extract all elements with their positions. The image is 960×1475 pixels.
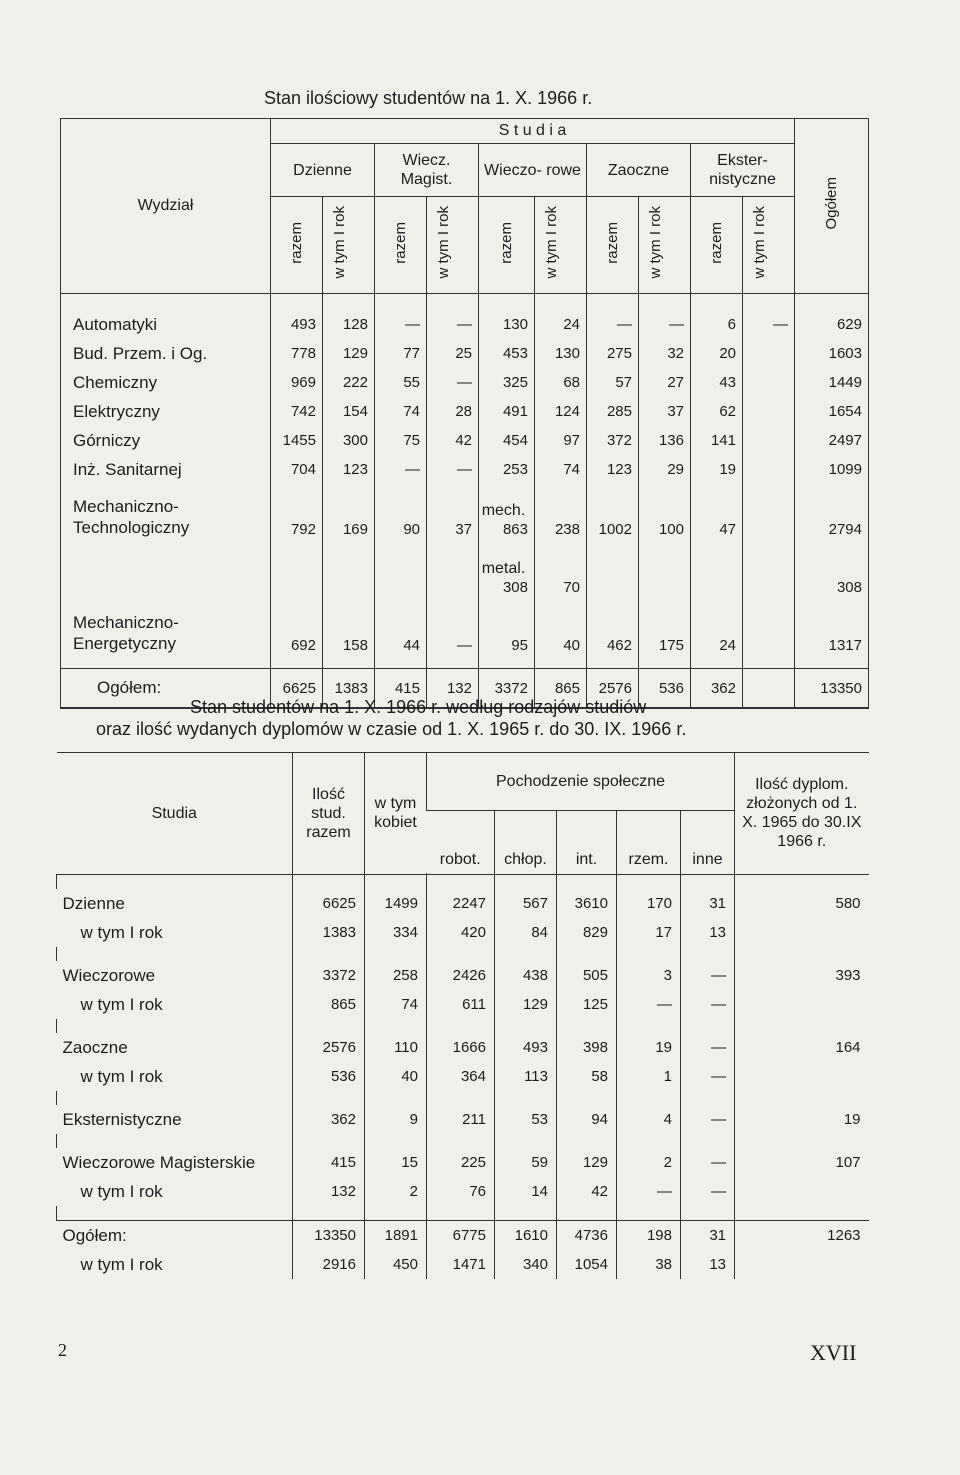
study-type-name: w tym I rok bbox=[80, 922, 163, 942]
table-cell bbox=[479, 484, 535, 542]
table-cell: 462 bbox=[587, 600, 639, 658]
header-w-tym-kobiet: w tym kobiet bbox=[365, 753, 427, 874]
header-group: Wiecz. Magist. bbox=[375, 144, 479, 197]
table-cell: 38 bbox=[617, 1250, 681, 1279]
table-cell: 13 bbox=[681, 918, 735, 947]
table-cell: 55 bbox=[375, 368, 427, 397]
table-cell: 68 bbox=[535, 368, 587, 397]
table-cell: 238 bbox=[535, 484, 587, 542]
table-cell bbox=[323, 542, 375, 600]
table-cell: 19 bbox=[735, 1105, 869, 1134]
table-cell: 454 bbox=[479, 426, 535, 455]
table-cell: 37 bbox=[639, 397, 691, 426]
table-cell: 158 bbox=[323, 600, 375, 658]
table-cell: 3 bbox=[617, 961, 681, 990]
table-cell: 43 bbox=[691, 368, 743, 397]
table-cell: — bbox=[617, 1177, 681, 1206]
table-cell bbox=[743, 397, 795, 426]
table-cell: 3372 bbox=[293, 961, 365, 990]
table-cell: — bbox=[681, 961, 735, 990]
table-cell: 110 bbox=[365, 1033, 427, 1062]
table-cell bbox=[743, 484, 795, 542]
table-cell: 31 bbox=[681, 1221, 735, 1251]
table-cell: 222 bbox=[323, 368, 375, 397]
table-cell: 450 bbox=[365, 1250, 427, 1279]
study-type-name: Eksternistyczne bbox=[62, 1109, 182, 1129]
table-cell: 505 bbox=[557, 961, 617, 990]
total-cell: 2576 bbox=[587, 669, 639, 709]
table-cell: 325 bbox=[479, 368, 535, 397]
table-cell: — bbox=[681, 1148, 735, 1177]
table-cell: 258 bbox=[365, 961, 427, 990]
faculty-name: Mechaniczno- Technologiczny bbox=[61, 484, 271, 542]
header-razem: razem bbox=[497, 221, 515, 264]
table-cell bbox=[375, 542, 427, 600]
table-cell: 1891 bbox=[365, 1221, 427, 1251]
page-number: 2 bbox=[58, 1340, 67, 1360]
table-cell: — bbox=[375, 294, 427, 340]
total-cell: 132 bbox=[427, 669, 479, 709]
table-cell: 19 bbox=[617, 1033, 681, 1062]
header-razem: razem bbox=[391, 221, 409, 264]
table-cell: 130 bbox=[479, 294, 535, 340]
table-cell: 20 bbox=[691, 339, 743, 368]
table-cell: 493 bbox=[271, 294, 323, 340]
faculty-name: Inż. Sanitarnej bbox=[61, 455, 271, 484]
table-cell: 340 bbox=[495, 1250, 557, 1279]
table-cell: 1054 bbox=[557, 1250, 617, 1279]
header-w-tym-i-rok: w tym I rok bbox=[542, 206, 560, 279]
table-cell: 1603 bbox=[795, 339, 869, 368]
table-cell: 24 bbox=[691, 600, 743, 658]
table-cell bbox=[735, 1062, 869, 1091]
header-razem: razem bbox=[287, 221, 305, 264]
table-cell-value: 863 bbox=[502, 521, 528, 538]
table-cell: 6625 bbox=[293, 889, 365, 918]
table-cell: — bbox=[639, 294, 691, 340]
table-cell: 362 bbox=[293, 1105, 365, 1134]
table-cell: 493 bbox=[495, 1033, 557, 1062]
table-cell: 275 bbox=[587, 339, 639, 368]
table-cell: 90 bbox=[375, 484, 427, 542]
table-cell: 253 bbox=[479, 455, 535, 484]
table-cell: 364 bbox=[427, 1062, 495, 1091]
table-cell: 792 bbox=[271, 484, 323, 542]
table-cell: 778 bbox=[271, 339, 323, 368]
table-cell: 15 bbox=[365, 1148, 427, 1177]
table-cell: 438 bbox=[495, 961, 557, 990]
faculty-name bbox=[61, 542, 271, 600]
faculty-name: Chemiczny bbox=[61, 368, 271, 397]
table-cell: 40 bbox=[365, 1062, 427, 1091]
table-cell: 225 bbox=[427, 1148, 495, 1177]
table-cell: 13350 bbox=[293, 1221, 365, 1251]
table-cell: 198 bbox=[617, 1221, 681, 1251]
table-cell: 2576 bbox=[293, 1033, 365, 1062]
table-cell: — bbox=[427, 294, 479, 340]
faculty-name: Górniczy bbox=[61, 426, 271, 455]
header-dyplomy: Ilość dyplom. złożonych od 1. X. 1965 do 30.IX 1966 r. bbox=[735, 753, 869, 874]
table-cell: 107 bbox=[735, 1148, 869, 1177]
table-cell: 420 bbox=[427, 918, 495, 947]
table-cell: 170 bbox=[617, 889, 681, 918]
table-cell: — bbox=[681, 1033, 735, 1062]
header-origin-1: chłop. bbox=[495, 810, 557, 873]
table-cell: 1002 bbox=[587, 484, 639, 542]
header-w-tym-i-rok: w tym I rok bbox=[330, 206, 348, 279]
table-cell: 692 bbox=[271, 600, 323, 658]
table-cell: 372 bbox=[587, 426, 639, 455]
table-cell: 3610 bbox=[557, 889, 617, 918]
table-cell: 4 bbox=[617, 1105, 681, 1134]
table1-title: Stan ilościowy studentów na 1. X. 1966 r. bbox=[264, 88, 593, 108]
table-cell: — bbox=[587, 294, 639, 340]
table-cell: 1099 bbox=[795, 455, 869, 484]
table-cell: 97 bbox=[535, 426, 587, 455]
table-cell: 42 bbox=[557, 1177, 617, 1206]
table-cell: 27 bbox=[639, 368, 691, 397]
table-cell: 6 bbox=[691, 294, 743, 340]
table-cell: 285 bbox=[587, 397, 639, 426]
table-cell: 1 bbox=[617, 1062, 681, 1091]
table-cell: 94 bbox=[557, 1105, 617, 1134]
header-group: Dzienne bbox=[271, 144, 375, 197]
table-cell: 611 bbox=[427, 990, 495, 1019]
total-cell: 415 bbox=[375, 669, 427, 709]
header-group: Wieczo- rowe bbox=[479, 144, 587, 197]
table-cell: 1610 bbox=[495, 1221, 557, 1251]
table-cell: — bbox=[427, 455, 479, 484]
study-type-name: Wieczorowe Magisterskie bbox=[62, 1152, 256, 1172]
table-cell bbox=[735, 1177, 869, 1206]
table-cell: 124 bbox=[535, 397, 587, 426]
table-cell: 629 bbox=[795, 294, 869, 340]
table-cell: 75 bbox=[375, 426, 427, 455]
table-cell: — bbox=[617, 990, 681, 1019]
table2-title-line2: oraz ilość wydanych dyplomów w czasie od 1. X. 1965 r. do 30. IX. 1966 r. bbox=[96, 719, 687, 739]
table-cell: 1317 bbox=[795, 600, 869, 658]
table-cell: 9 bbox=[365, 1105, 427, 1134]
header-w-tym-i-rok: w tym I rok bbox=[750, 206, 768, 279]
header-ilosc-stud: Ilość stud. razem bbox=[293, 753, 365, 874]
table-cell: 19 bbox=[691, 455, 743, 484]
table-cell: 42 bbox=[427, 426, 479, 455]
table-cell: 129 bbox=[323, 339, 375, 368]
total-cell: 865 bbox=[535, 669, 587, 709]
total-cell: 13350 bbox=[795, 669, 869, 709]
table-cell: 29 bbox=[639, 455, 691, 484]
table-cell: 57 bbox=[587, 368, 639, 397]
table-cell: — bbox=[681, 990, 735, 1019]
table-cell: 58 bbox=[557, 1062, 617, 1091]
study-variant-label: mech. bbox=[481, 502, 526, 519]
table-cell: 704 bbox=[271, 455, 323, 484]
table-students-by-faculty bbox=[60, 118, 869, 709]
table-cell: 100 bbox=[639, 484, 691, 542]
table-cell: 95 bbox=[479, 600, 535, 658]
table-cell bbox=[743, 426, 795, 455]
faculty-name: Elektryczny bbox=[61, 397, 271, 426]
table-cell: 1654 bbox=[795, 397, 869, 426]
table-cell: — bbox=[427, 600, 479, 658]
table-cell: 128 bbox=[323, 294, 375, 340]
table-cell: 393 bbox=[735, 961, 869, 990]
table-cell: 1455 bbox=[271, 426, 323, 455]
table-cell: — bbox=[681, 1105, 735, 1134]
table-cell: — bbox=[681, 1062, 735, 1091]
table-cell bbox=[743, 455, 795, 484]
table-cell: 334 bbox=[365, 918, 427, 947]
header-group: Ekster- nistyczne bbox=[691, 144, 795, 197]
table-cell: 123 bbox=[323, 455, 375, 484]
table-cell bbox=[743, 542, 795, 600]
table-cell: 211 bbox=[427, 1105, 495, 1134]
table-cell: 969 bbox=[271, 368, 323, 397]
table-cell bbox=[735, 1250, 869, 1279]
header-ogolem-cell bbox=[795, 119, 869, 294]
table-cell bbox=[743, 339, 795, 368]
table-cell: 31 bbox=[681, 889, 735, 918]
study-type-name: Zaoczne bbox=[62, 1037, 128, 1057]
table-cell: 2426 bbox=[427, 961, 495, 990]
study-type-name: Wieczorowe bbox=[62, 965, 156, 985]
header-origin-2: int. bbox=[557, 810, 617, 873]
header-razem: razem bbox=[603, 221, 621, 264]
study-type-name: Dzienne bbox=[62, 893, 125, 913]
header-origin-4: inne bbox=[681, 810, 735, 873]
table-cell: 129 bbox=[557, 1148, 617, 1177]
study-type-name: w tym I rok bbox=[80, 1066, 163, 1086]
table-cell: — bbox=[375, 455, 427, 484]
header-origin-3: rzem. bbox=[617, 810, 681, 873]
table-cell: — bbox=[427, 368, 479, 397]
table-cell: 136 bbox=[639, 426, 691, 455]
study-type-name: w tym I rok bbox=[80, 1181, 163, 1201]
table-cell: — bbox=[681, 1177, 735, 1206]
header-pochodzenie: Pochodzenie społeczne bbox=[427, 753, 735, 811]
header-ogolem: Ogółem bbox=[822, 177, 840, 230]
table-cell: 453 bbox=[479, 339, 535, 368]
total-cell: 536 bbox=[639, 669, 691, 709]
header-studia: Studia bbox=[57, 753, 293, 874]
table-cell bbox=[735, 990, 869, 1019]
table-cell: 415 bbox=[293, 1148, 365, 1177]
table-cell: 129 bbox=[495, 990, 557, 1019]
table-cell: 154 bbox=[323, 397, 375, 426]
table-cell: — bbox=[743, 294, 795, 340]
table-cell: 14 bbox=[495, 1177, 557, 1206]
header-wydzial: Wydział bbox=[61, 119, 271, 294]
table-cell: 74 bbox=[375, 397, 427, 426]
table-cell: 141 bbox=[691, 426, 743, 455]
table-cell: 536 bbox=[293, 1062, 365, 1091]
table2-title-line1: Stan studentów na 1. X. 1966 r. według rodzajów studiów bbox=[190, 697, 647, 717]
table-cell: 2 bbox=[617, 1148, 681, 1177]
table-cell: 70 bbox=[535, 542, 587, 600]
table-cell: 62 bbox=[691, 397, 743, 426]
section-roman-numeral: XVII bbox=[810, 1340, 857, 1365]
table-cell: 2247 bbox=[427, 889, 495, 918]
total-cell: 6625 bbox=[271, 669, 323, 709]
table-cell: 77 bbox=[375, 339, 427, 368]
table-cell bbox=[427, 542, 479, 600]
table-cell: 130 bbox=[535, 339, 587, 368]
table-cell: 398 bbox=[557, 1033, 617, 1062]
header-w-tym-i-rok: w tym I rok bbox=[646, 206, 664, 279]
table-cell: 53 bbox=[495, 1105, 557, 1134]
table-cell: 175 bbox=[639, 600, 691, 658]
study-type-name: Ogółem: bbox=[57, 1221, 293, 1251]
table-cell: 47 bbox=[691, 484, 743, 542]
table-cell bbox=[479, 542, 535, 600]
faculty-name: Automatyki bbox=[61, 294, 271, 340]
table-cell: 125 bbox=[557, 990, 617, 1019]
table-cell: 829 bbox=[557, 918, 617, 947]
table-cell: 169 bbox=[323, 484, 375, 542]
table-cell: 4736 bbox=[557, 1221, 617, 1251]
table-students-by-study-type bbox=[56, 752, 869, 1279]
table-cell: 13 bbox=[681, 1250, 735, 1279]
header-w-tym-i-rok: w tym I rok bbox=[434, 206, 452, 279]
total-label: Ogółem: bbox=[61, 669, 271, 709]
table-cell: 44 bbox=[375, 600, 427, 658]
study-type-name: w tym I rok bbox=[80, 994, 163, 1014]
table-cell: 742 bbox=[271, 397, 323, 426]
table-cell: 24 bbox=[535, 294, 587, 340]
total-cell bbox=[743, 669, 795, 709]
table-cell: 308 bbox=[795, 542, 869, 600]
total-cell: 1383 bbox=[323, 669, 375, 709]
table-cell bbox=[271, 542, 323, 600]
study-variant-label: metal. bbox=[481, 560, 526, 577]
table-cell bbox=[743, 600, 795, 658]
table-cell: 132 bbox=[293, 1177, 365, 1206]
table-cell: 74 bbox=[365, 990, 427, 1019]
faculty-name: Mechaniczno- Energetyczny bbox=[61, 600, 271, 658]
table-cell: 300 bbox=[323, 426, 375, 455]
header-razem: razem bbox=[707, 221, 725, 264]
table-cell: 2794 bbox=[795, 484, 869, 542]
table-cell: 1471 bbox=[427, 1250, 495, 1279]
table-cell: 2497 bbox=[795, 426, 869, 455]
table-cell bbox=[743, 368, 795, 397]
table-cell bbox=[735, 918, 869, 947]
table-cell: 74 bbox=[535, 455, 587, 484]
table-cell: 40 bbox=[535, 600, 587, 658]
table-cell: 28 bbox=[427, 397, 479, 426]
table-cell: 113 bbox=[495, 1062, 557, 1091]
table-cell: 865 bbox=[293, 990, 365, 1019]
header-origin-0: robot. bbox=[439, 851, 481, 868]
table-cell: 6775 bbox=[427, 1221, 495, 1251]
study-type-name: w tym I rok bbox=[80, 1254, 163, 1274]
table-cell: 164 bbox=[735, 1033, 869, 1062]
table-cell: 17 bbox=[617, 918, 681, 947]
table-cell: 2916 bbox=[293, 1250, 365, 1279]
header-studia: S t u d i a bbox=[271, 119, 795, 144]
table-cell bbox=[691, 542, 743, 600]
total-cell: 3372 bbox=[479, 669, 535, 709]
faculty-name: Bud. Przem. i Og. bbox=[61, 339, 271, 368]
table-cell: 76 bbox=[427, 1177, 495, 1206]
table-cell: 59 bbox=[495, 1148, 557, 1177]
table-cell: 2 bbox=[365, 1177, 427, 1206]
table-cell: 580 bbox=[735, 889, 869, 918]
table-cell: 32 bbox=[639, 339, 691, 368]
total-cell: 362 bbox=[691, 669, 743, 709]
table-cell: 1449 bbox=[795, 368, 869, 397]
table-cell: 567 bbox=[495, 889, 557, 918]
table-cell: 25 bbox=[427, 339, 479, 368]
table-cell: 84 bbox=[495, 918, 557, 947]
table-cell: 1263 bbox=[735, 1221, 869, 1251]
header-group: Zaoczne bbox=[587, 144, 691, 197]
table-cell: 491 bbox=[479, 397, 535, 426]
table-cell: 1666 bbox=[427, 1033, 495, 1062]
table-cell-value: 308 bbox=[502, 579, 528, 596]
table-cell: 1499 bbox=[365, 889, 427, 918]
table-cell: 1383 bbox=[293, 918, 365, 947]
table-cell: 37 bbox=[427, 484, 479, 542]
table-cell bbox=[639, 542, 691, 600]
table-cell bbox=[587, 542, 639, 600]
table-cell: 123 bbox=[587, 455, 639, 484]
